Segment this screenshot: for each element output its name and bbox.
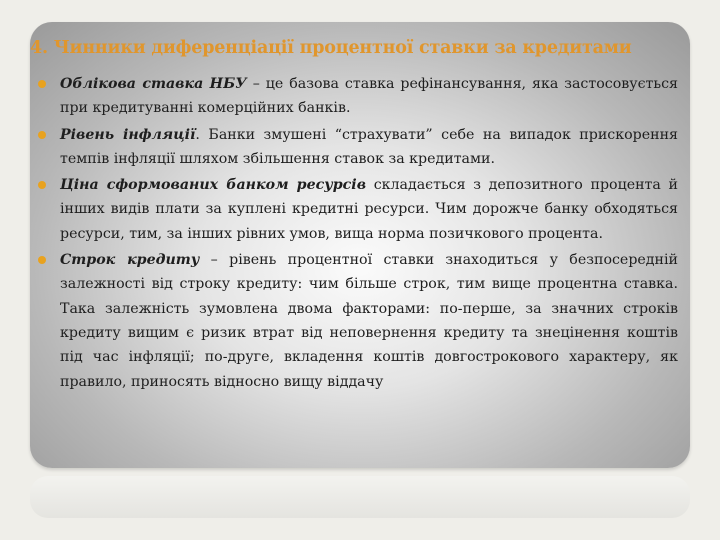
bullet-text: . Банки змушені “страхувати” себе на випадок прискорення темпів інфляції шляхом збільшення ставок за кредитами.	[60, 126, 678, 167]
bullet-text: – рівень процентної ставки знаходиться у безпосередній залежності від строку кредиту: чим більше строк, тим вище процентна ставка. Така залежність зумовлена двома факторами: по-перше, за значних строків кредиту вищим є ризик втрат від неповернення кредиту та знецінення коштів під час інфляції; по-друге, вкладення коштів довгострокового характеру, як правило, приносять відносно вищу віддачу	[60, 252, 678, 390]
bullet-item-inflation	[38, 123, 678, 172]
bullet-term: Рівень інфляції	[60, 126, 196, 143]
bullet-item-loan-term	[38, 248, 678, 394]
bullet-term: Строк кредиту	[60, 252, 200, 269]
bullet-text: – це базова ставка рефінансування, яка застосовується при кредитуванні комерційних банків.	[60, 76, 679, 117]
bullet-list	[38, 72, 678, 396]
bullet-item-discount-rate	[38, 72, 678, 121]
bullet-item-resource-cost	[38, 173, 678, 246]
bullet-text: складається з депозитного процента й інших видів плати за куплені кредитні ресурси. Чим дорожче банку обходяться ресурси, тим, за інших рівних умов, вища норма позичкового процента.	[60, 177, 678, 242]
slide-title: 4. Чинники диференціації процентної ставки за кредитами	[30, 38, 632, 58]
bullet-dot-icon	[38, 80, 46, 88]
bullet-dot-icon	[38, 256, 46, 264]
bullet-dot-icon	[38, 181, 46, 189]
bullet-term: Облікова ставка НБУ	[60, 76, 247, 92]
bullet-dot-icon	[38, 131, 46, 139]
slide-footer-band	[30, 476, 690, 518]
bullet-term: Ціна сформованих банком ресурсів	[60, 177, 367, 194]
